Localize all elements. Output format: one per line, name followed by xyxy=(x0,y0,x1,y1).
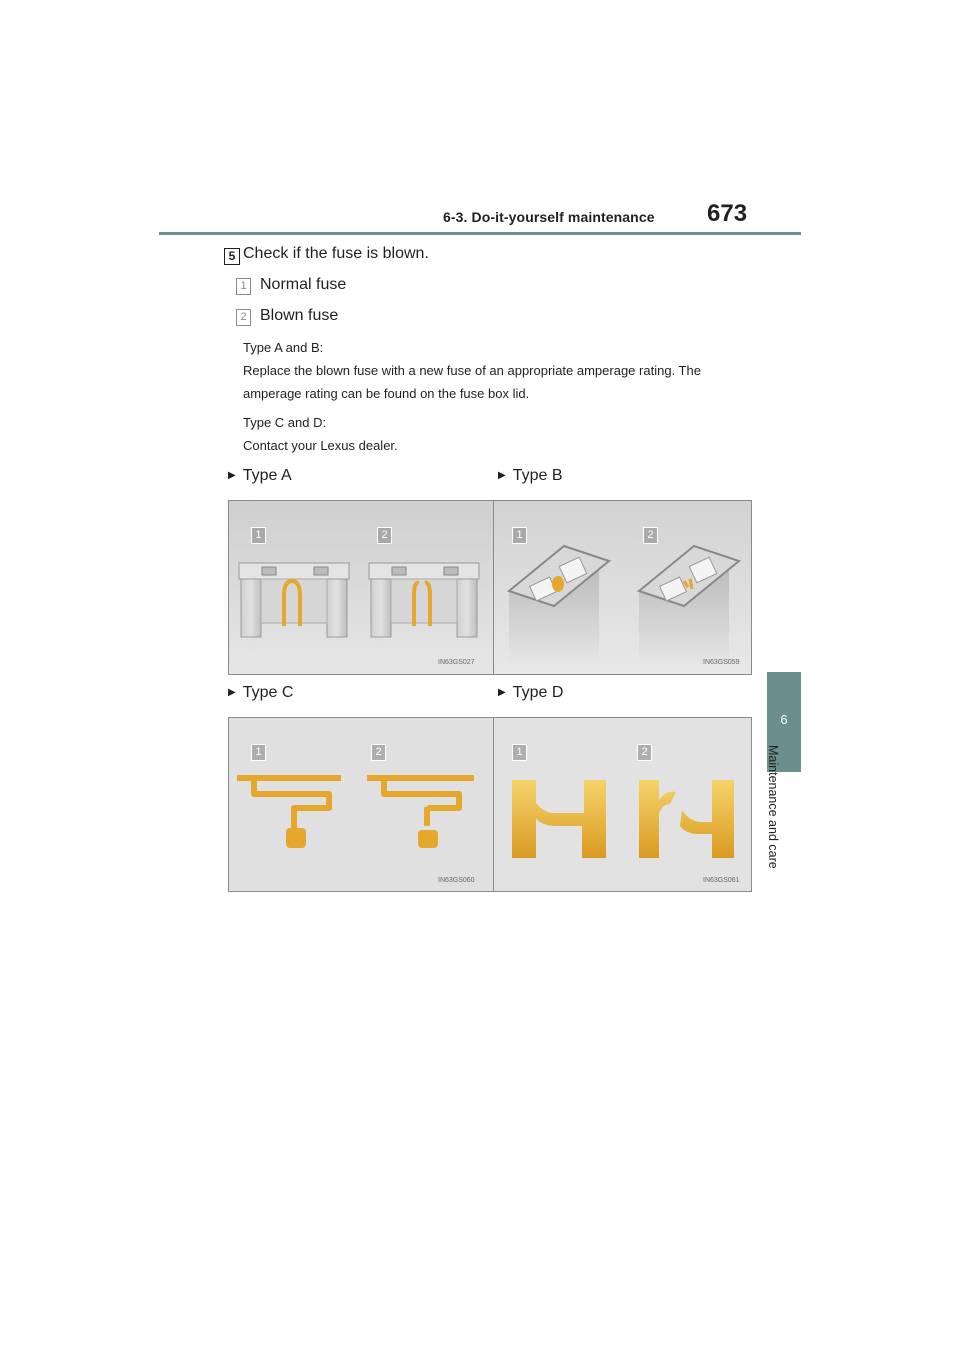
figure-c-code: IN63GS060 xyxy=(438,877,475,884)
section-title: 6-3. Do-it-yourself maintenance xyxy=(443,209,655,225)
type-a-text: Type A xyxy=(242,467,292,484)
type-c-text: Type C xyxy=(242,684,294,701)
triangle-right-icon: ▶ xyxy=(498,470,506,481)
triangle-right-icon: ▶ xyxy=(228,470,236,481)
note-ab-heading: Type A and B: xyxy=(243,340,324,355)
note-ab-line-2: amperage rating can be found on the fuse box lid. xyxy=(243,386,530,401)
header-rule xyxy=(159,232,801,235)
note-cd-heading: Type C and D: xyxy=(243,415,327,430)
item-number-1: 1 xyxy=(236,278,251,295)
figure-c-number-1: 1 xyxy=(251,744,266,761)
step-number-box: 5 xyxy=(224,248,240,265)
figure-d-number-2: 2 xyxy=(637,744,652,761)
triangle-right-icon: ▶ xyxy=(498,687,506,698)
type-d-text: Type D xyxy=(512,684,564,701)
figure-b-number-2: 2 xyxy=(643,527,658,544)
figure-d-code: IN63GS061 xyxy=(703,877,740,884)
figure-b-number-1: 1 xyxy=(512,527,527,544)
figure-a-number-1: 1 xyxy=(251,527,266,544)
figure-a-number-2: 2 xyxy=(377,527,392,544)
figure-a-code: IN63GS027 xyxy=(438,659,475,666)
type-b-label xyxy=(498,467,563,485)
item-label-blown-fuse: Blown fuse xyxy=(260,307,339,324)
chapter-title: Maintenance and care xyxy=(766,745,780,869)
figure-type-c xyxy=(228,717,495,892)
item-number-2: 2 xyxy=(236,309,251,326)
figure-d-number-1: 1 xyxy=(512,744,527,761)
figure-type-b xyxy=(493,500,752,675)
item-label-normal-fuse: Normal fuse xyxy=(260,276,347,293)
type-b-text: Type B xyxy=(512,467,563,484)
step-text: Check if the fuse is blown. xyxy=(243,245,429,262)
figure-type-a xyxy=(228,500,495,675)
type-c-label xyxy=(228,684,293,702)
type-a-label xyxy=(228,467,292,485)
type-d-label xyxy=(498,684,563,702)
figure-c-number-2: 2 xyxy=(371,744,386,761)
triangle-right-icon: ▶ xyxy=(228,687,236,698)
chapter-number: 6 xyxy=(780,712,788,727)
figure-b-code: IN63GS059 xyxy=(703,659,740,666)
figure-type-d xyxy=(493,717,752,892)
note-cd-text: Contact your Lexus dealer. xyxy=(243,438,398,453)
page-number: 673 xyxy=(707,200,748,227)
note-ab-line-1: Replace the blown fuse with a new fuse of an appropriate amperage rating. The xyxy=(243,363,701,378)
